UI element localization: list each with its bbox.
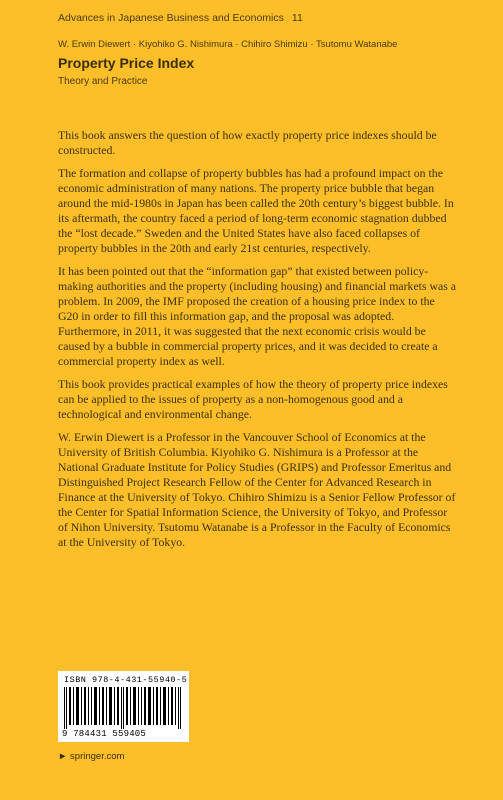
arrow-icon: ► [58,751,68,762]
barcode-bars-icon [62,687,185,729]
author-bios: W. Erwin Diewert is a Professor in the Vancouver School of Economics at the University of British Columbia. Kiyohiko G. Nishimura is a Professor at the National Graduate Institute for Policy Studies (GRIPS) and Professor Emeritus and Distinguished Project Research Fellow of the Center for Advanced Research in Finance at the University of Tokyo. Chihiro Shimizu is a Senior Fellow Professor of the Center for Spatial Information Science, the University of Tokyo, and Professor of Nihon University. Tsutomu Watanabe is a Professor in the Faculty of Economics at the University of Tokyo. [58,430,456,549]
publisher-url: springer.com [70,751,125,762]
blurb-paragraph-2: The formation and collapse of property bubbles has had a profound impact on the economic administration of many nations. The property price bubble that began around the mid-1980s in Japan has been called the 20th century’s biggest bubble. In its aftermath, the country faced a period of long-term economic stagnation dubbed the “lost decade.” Sweden and the United States have also faced collapses of property bubbles in the 20th and early 21st centuries, respectively. [58,166,454,255]
isbn-label: ISBN 978-4-431-55940-5 [64,675,188,685]
publisher-link[interactable] [58,751,124,762]
barcode [58,671,189,742]
series-number: 11 [291,12,303,24]
book-title: Property Price Index [58,55,195,71]
barcode-digits: 9 784431 559405 [62,729,147,739]
blurb-paragraph-1: This book answers the question of how exactly property price indexes should be constructed. [58,128,437,157]
series-line [58,12,303,24]
authors: W. Erwin Diewert · Kiyohiko G. Nishimura · Chihiro Shimizu · Tsutomu Watanabe [58,39,398,50]
book-subtitle: Theory and Practice [58,76,148,87]
blurb-paragraph-3: It has been pointed out that the “information gap” that existed between policy-making authorities and the property (including housing) and financial markets was a problem. In 2009, the IMF proposed the creation of a housing price index to the G20 in order to fill this information gap, and the proposal was adopted. Furthermore, in 2011, it was suggested that the next economic crisis would be caused by a bubble in commercial property prices, and it was decided to create a commercial property index as well. [58,264,457,368]
blurb-paragraph-4: This book provides practical examples of how the theory of property price indexes can be applied to the issues of property as a non-homogenous good and a technological and environmental change. [58,377,448,421]
series-name: Advances in Japanese Business and Economics [58,12,284,24]
blurb [58,128,458,558]
